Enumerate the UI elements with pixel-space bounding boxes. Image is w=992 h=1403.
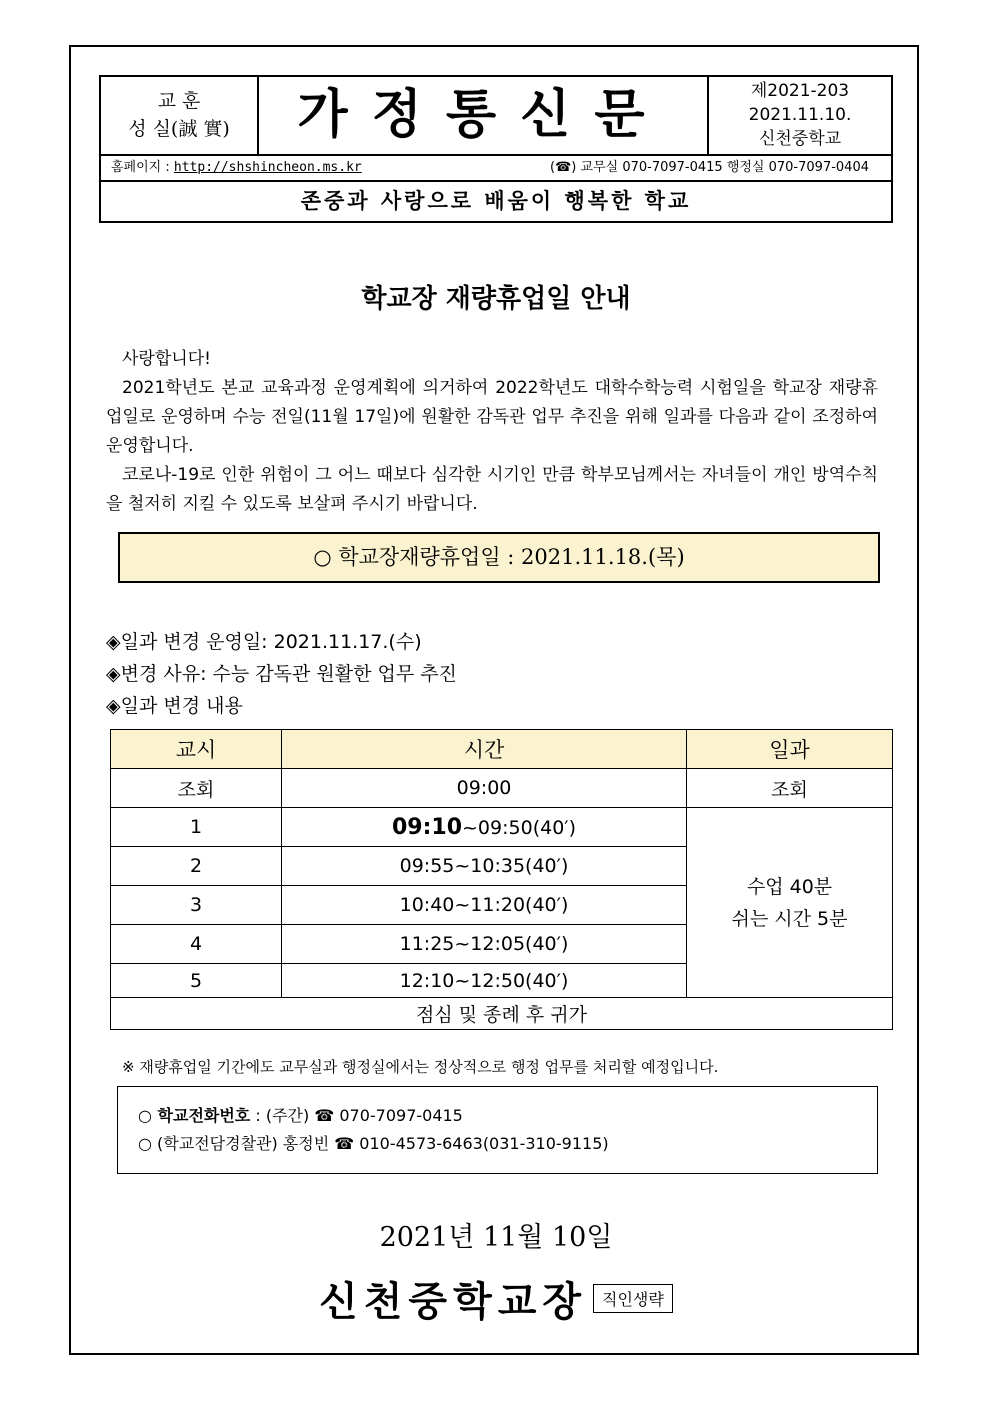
school-phone-label: ○ 학교전화번호 [138,1106,251,1125]
time-cell: 10:40~11:20(40′) [282,886,687,925]
motto-label: 교 훈 [157,90,201,112]
class-info-cell [687,808,893,998]
contact-box [117,1086,878,1174]
time-cell: 12:10~12:50(40′) [282,964,687,998]
issue-date: 2021.11.10. [748,105,852,125]
school-motto [101,77,259,154]
issue-number: 제2021-203 [750,81,850,101]
school-phone-value: : (주간) ☎ 070-7097-0415 [250,1106,463,1125]
bullet-content: ◈일과 변경 내용 [106,695,243,717]
sign-date: 2021년 11월 10일 [379,1222,613,1253]
holiday-box: ○ 학교장재량휴업일 : 2021.11.18.(목) [118,532,880,583]
motto-text: 성 실(誠 實) [128,118,230,140]
time-cell [282,808,687,847]
dismissal-cell: 점심 및 종례 후 귀가 [111,998,893,1030]
newsletter-title: 가정통신문 [297,85,669,145]
period-cell: 1 [111,808,282,847]
class-duration: 수업 40분 [746,875,833,898]
police-phone-label: ○ (학교전담경찰관) 홍정빈 [138,1134,330,1153]
homepage [111,156,362,180]
time-start: 09:10 [391,814,463,840]
seal-omitted-stamp: 직인생략 [593,1284,673,1313]
admin-note: ※ 재량휴업일 기간에도 교무실과 행정실에서는 정상적으로 행정 업무를 처리할 예정입니다. [122,1058,719,1076]
assembly-activity: 조회 [687,769,893,808]
bullet-date: ◈일과 변경 운영일: 2021.11.17.(수) [106,631,422,653]
homepage-label: 홈페이지 : [111,160,170,175]
body-text [106,345,878,519]
period-cell: 3 [111,886,282,925]
period-cell: 2 [111,847,282,886]
bullet-reason: ◈변경 사유: 수능 감독관 원활한 업무 추진 [106,663,457,685]
table-row [111,769,893,808]
contact-bar [101,154,891,182]
paragraph-1: 2021학년도 본교 교육과정 운영계획에 의거하여 2022학년도 대학수학능력 시험일을 학교장 재량휴업일로 운영하며 수능 전일(11월 17일)에 원활한 감독관 업무 추진을 위해 일과를 다음과 같이 조정하여 운영합니다. [106,378,878,456]
police-phone-value: ☎ 010-4573-6463(031-310-9115) [329,1134,609,1153]
office-phones: (☎) 교무실 070-7097-0415 행정실 070-7097-0404 [550,160,869,175]
issue-info [707,77,891,154]
school-slogan: 존중과 사랑으로 배움이 행복한 학교 [300,189,692,213]
document-title: 학교장 재량휴업일 안내 [361,284,631,314]
letter-header [99,75,893,223]
homepage-link[interactable]: http://shshincheon.ms.kr [173,160,362,175]
school-name: 신천중학교 [758,129,842,149]
table-header-row [111,730,893,769]
header-activity: 일과 [687,730,893,769]
time-end: ~09:50(40′) [462,816,577,839]
table-row [111,808,893,847]
greeting: 사랑합니다! [122,349,211,369]
period-cell: 5 [111,964,282,998]
break-duration: 쉬는 시간 5분 [731,907,848,930]
table-footer-row [111,998,893,1030]
assembly-period: 조회 [111,769,282,808]
signature-row [0,1270,992,1327]
school-phone [138,1102,877,1130]
paragraph-2: 코로나-19로 인한 위험이 그 어느 때보다 심각한 시기인 만큼 학부모님께서는 자녀들이 개인 방역수칙을 철저히 지킬 수 있도록 보살펴 주시기 바랍니다. [106,465,878,514]
time-cell: 11:25~12:05(40′) [282,925,687,964]
assembly-time: 09:00 [282,769,687,808]
schedule-table [110,729,893,1030]
change-details [106,626,457,722]
principal-name: 신천중학교장 [319,1279,587,1325]
header-period: 교시 [111,730,282,769]
header-time: 시간 [282,730,687,769]
period-cell: 4 [111,925,282,964]
police-phone [138,1130,877,1158]
time-cell: 09:55~10:35(40′) [282,847,687,886]
